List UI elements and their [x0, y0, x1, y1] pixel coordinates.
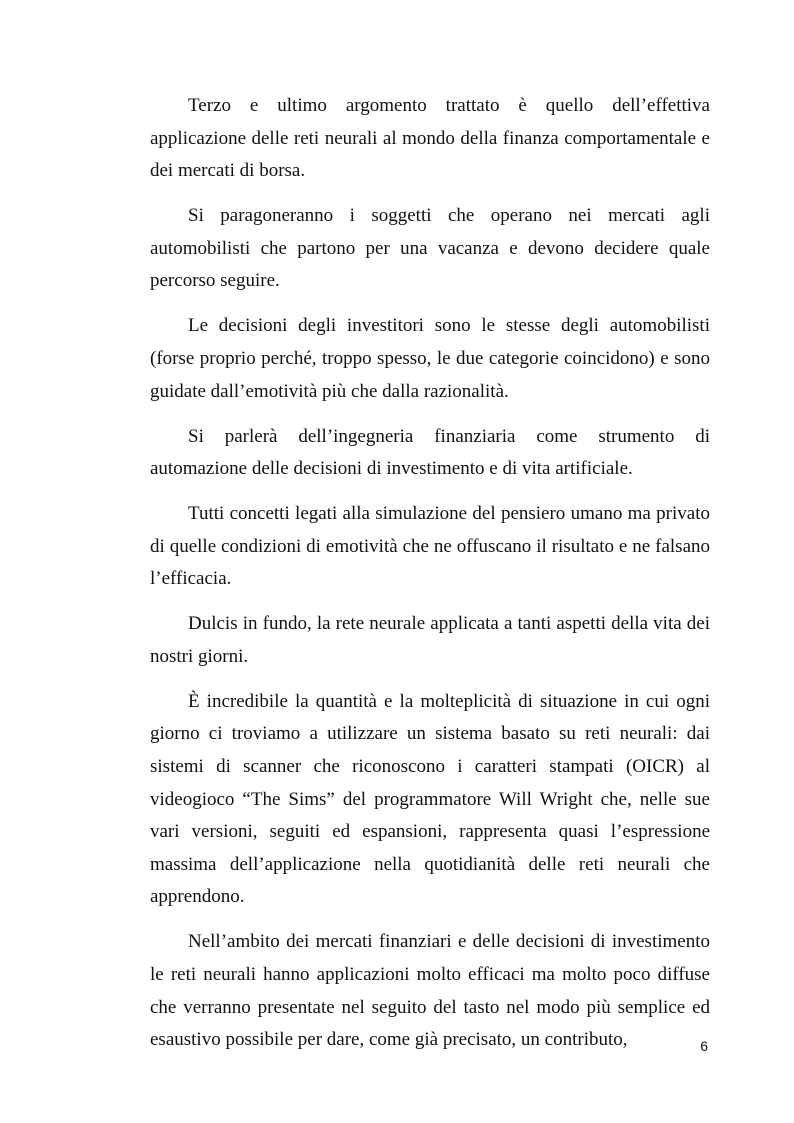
paragraph-2: Si paragoneranno i soggetti che operano nei mercati agli automobilisti che partono per una vacanza e devono decidere quale percorso seguire. — [150, 205, 710, 292]
paragraph-3: Le decisioni degli investitori sono le stesse degli automobilisti (forse proprio perché, troppo spesso, le due categorie coincidono) e sono guidate dall’emotività più che dalla razionalità. — [150, 315, 710, 402]
paragraph-4: Si parlerà dell’ingegneria finanziaria come strumento di automazione delle decisioni di investimento e di vita artificiale. — [150, 425, 710, 480]
paragraph-8: Nell’ambito dei mercati finanziari e delle decisioni di investimento le reti neurali hanno applicazioni molto efficaci ma molto poco diffuse che verranno presentate nel seguito del tasto nel modo più semplice ed esaustivo possibile per dare, come già precisato, un contributo, — [150, 931, 710, 1051]
paragraph-5: Tutti concetti legati alla simulazione del pensiero umano ma privato di quelle condizioni di emotività che ne offuscano il risultato e ne falsano l’efficacia. — [150, 503, 710, 590]
paragraph-6: Dulcis in fundo, la rete neurale applicata a tanti aspetti della vita dei nostri giorni. — [150, 613, 710, 667]
paragraph-1: Terzo e ultimo argomento trattato è quello dell’effettiva applicazione delle reti neurali al mondo della finanza comportamentale e dei mercati di borsa. — [150, 95, 710, 182]
paragraph-7: È incredibile la quantità e la molteplicità di situazione in cui ogni giorno ci troviamo a utilizzare un sistema basato su reti neurali: dai sistemi di scanner che riconoscono i caratteri stampati (OICR) al videogioco “The Sims” del programmatore Will Wright che, nelle sue vari versioni, seguiti ed espansioni, rappresenta quasi l’espressione massima dell’applicazione nella quotidianità delle reti neurali che apprendono. — [150, 690, 710, 908]
page-number: 6 — [700, 1038, 708, 1054]
document-body — [150, 90, 710, 1069]
